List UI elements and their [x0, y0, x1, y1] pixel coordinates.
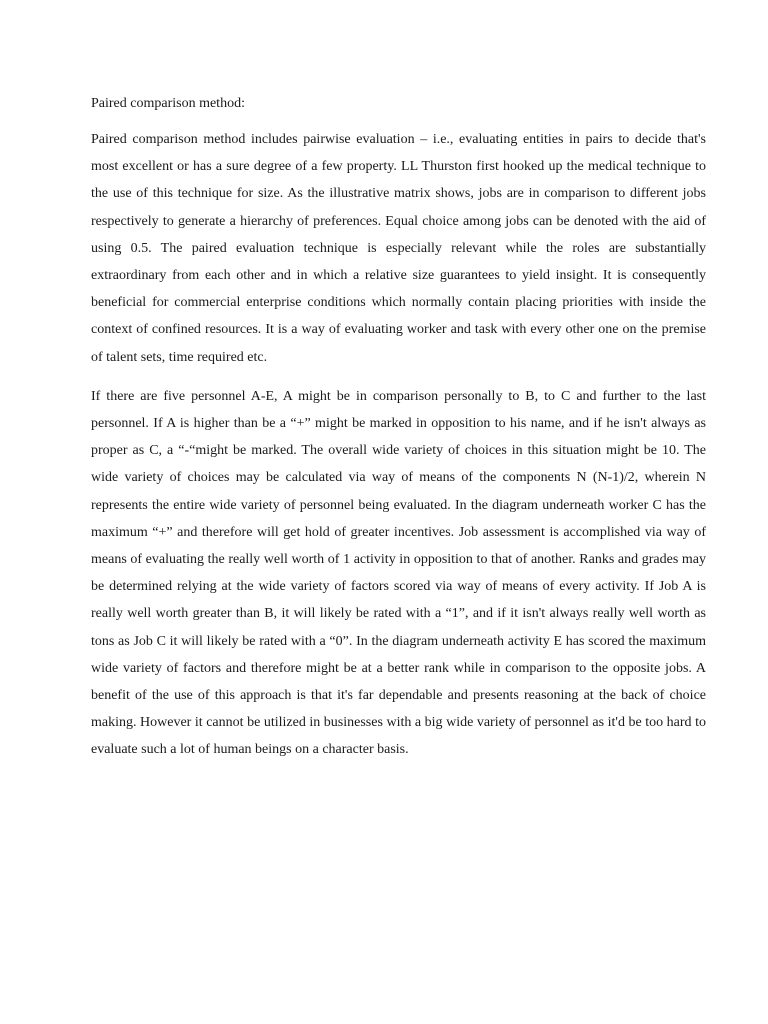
paragraph-2: If there are five personnel A-E, A might be in comparison personally to B, to C and further to the last personnel. If A is higher than be a “+” might be marked in opposition to his name, and if he isn't always as proper as C, a “-“might be marked. The overall wide variety of choices in this situation might be 10. The wide variety of choices may be calculated via way of means of the components N (N-1)/2, wherein N represents the entire wide variety of personnel being evaluated. In the diagram underneath worker C has the maximum “+” and therefore will get hold of greater incentives. Job assessment is accomplished via way of means of evaluating the really well worth of 1 activity in opposition to that of another. Ranks and grades may be determined relying at the wide variety of factors scored via way of means of every activity. If Job A is really well worth greater than B, it will likely be rated with a “1”, and if it isn't always really well worth as tons as Job C it will likely be rated with a “0”. In the diagram underneath activity E has scored the maximum wide variety of factors and therefore might be at a better rank while in comparison to the opposite jobs. A benefit of the use of this approach is that it's far dependable and presents reasoning at the back of choice making. However it cannot be utilized in businesses with a big wide variety of personnel as it'd be too hard to evaluate such a lot of human beings on a character basis.: [91, 388, 706, 758]
paragraph-1: Paired comparison method includes pairwise evaluation – i.e., evaluating entities in pairs to decide that's most excellent or has a sure degree of a few property. LL Thurston first hooked up the medical technique to the use of this technique for size. As the illustrative matrix shows, jobs are in comparison to different jobs respectively to generate a hierarchy of preferences. Equal choice among jobs can be denoted with the aid of using 0.5. The paired evaluation technique is especially relevant while the roles are substantially extraordinary from each other and in which a relative size guarantees to yield insight. It is consequently beneficial for commercial enterprise conditions which normally contain placing priorities with inside the context of confined resources. It is a way of evaluating worker and task with every other one on the premise of talent sets, time required etc.: [91, 132, 706, 365]
document-body: [91, 93, 706, 776]
section-heading: Paired comparison method:: [91, 96, 245, 111]
